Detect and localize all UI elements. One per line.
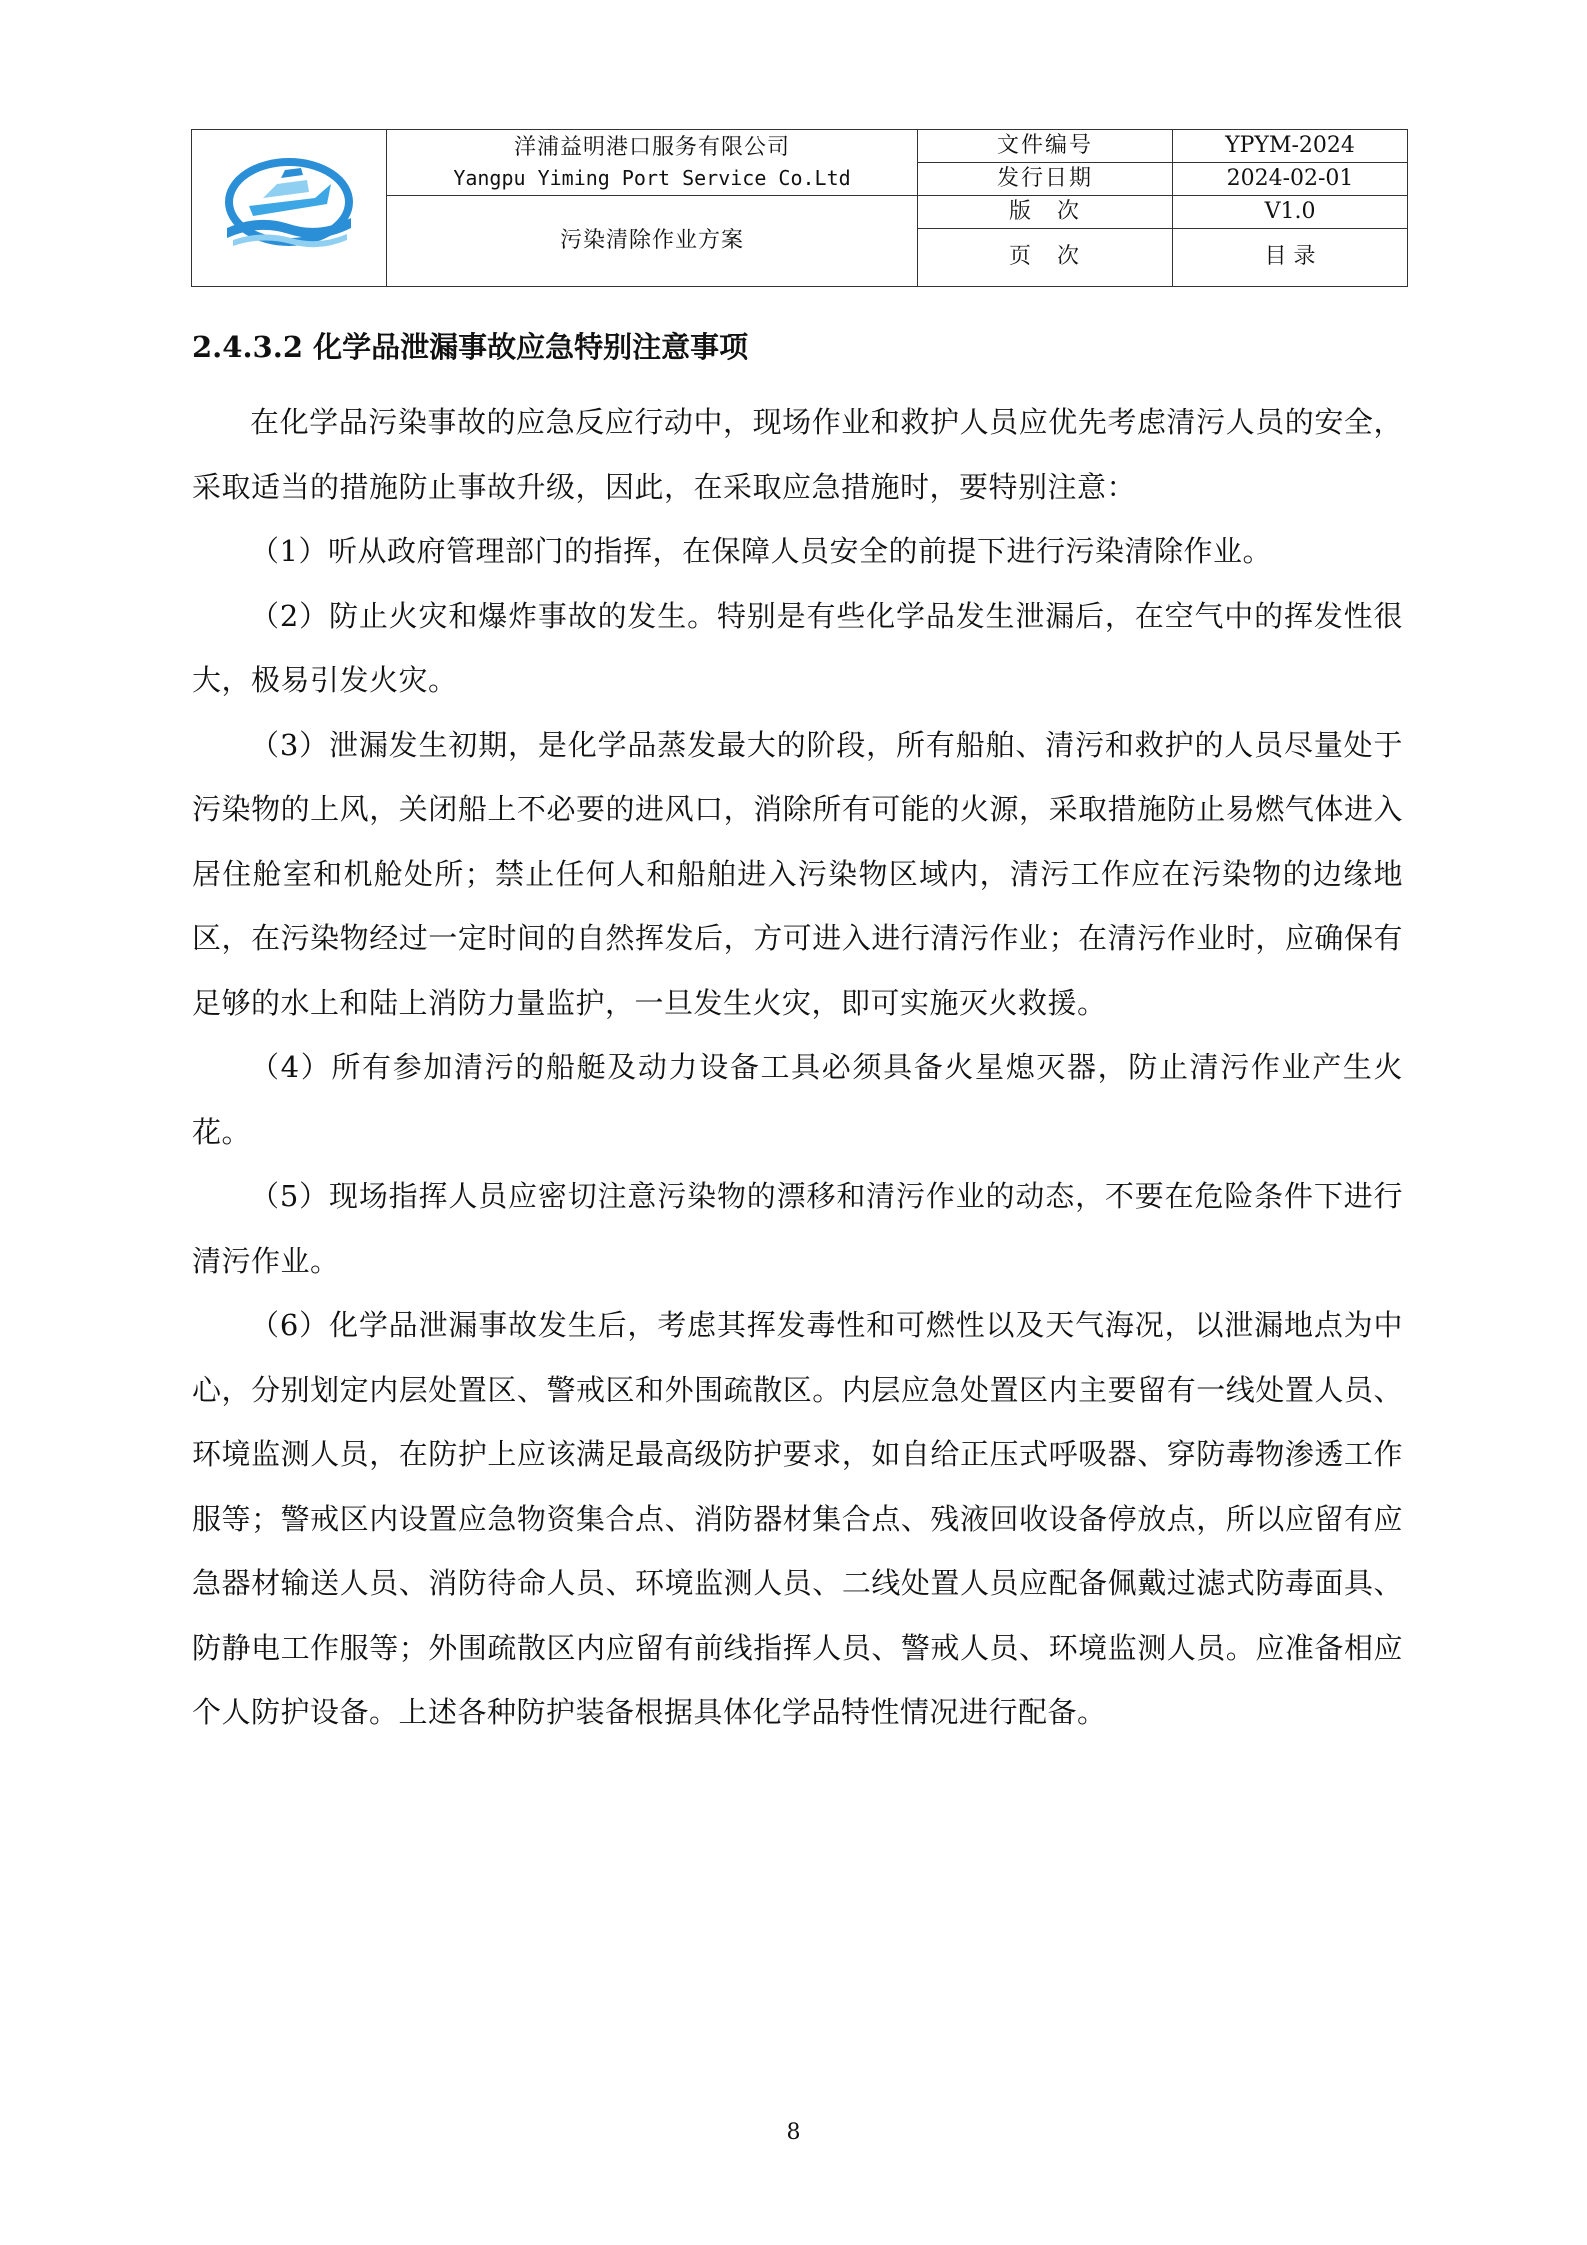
paragraph-item-3: （3）泄漏发生初期，是化学品蒸发最大的阶段，所有船舶、清污和救护的人员尽量处于污染物的上风，关闭船上不必要的进风口，消除所有可能的火源，采取措施防止易燃气体进入居住舱室和机舱处所；禁止任何人和船舶进入污染物区域内，清污工作应在污染物的边缘地区，在污染物经过一定时间的自然挥发后，方可进入进行清污作业；在清污作业时，应确保有足够的水上和陆上消防力量监护，一旦发生火灾，即可实施灭火救援。 bbox=[192, 727, 1403, 1020]
logo-cell bbox=[192, 130, 387, 287]
company-name-en: Yangpu Yiming Port Service Co.Ltd bbox=[453, 165, 851, 190]
document-header-table bbox=[191, 129, 1408, 287]
paragraph-item-6: （6）化学品泄漏事故发生后，考虑其挥发毒性和可燃性以及天气海况，以泄漏地点为中心，分别划定内层处置区、警戒区和外围疏散区。内层应急处置区内主要留有一线处置人员、环境监测人员，在防护上应该满足最高级防护要求，如自给正压式呼吸器、穿防毒物渗透工作服等；警戒区内设置应急物资集合点、消防器材集合点、残液回收设备停放点，所以应留有应急器材输送人员、消防待命人员、环境监测人员、二线处置人员应配备佩戴过滤式防毒面具、防静电工作服等；外围疏散区内应留有前线指挥人员、警戒人员、环境监测人员。应准备相应个人防护设备。上述各种防护装备根据具体化学品特性情况进行配备。 bbox=[192, 1308, 1403, 1729]
paragraph-item-2: （2）防止火灾和爆炸事故的发生。特别是有些化学品发生泄漏后，在空气中的挥发性很大，极易引发火灾。 bbox=[192, 598, 1403, 697]
paragraph-item-4: （4）所有参加清污的船艇及动力设备工具必须具备火星熄灭器，防止清污作业产生火花。 bbox=[192, 1050, 1403, 1149]
ship-wave-logo-icon bbox=[219, 154, 359, 254]
paragraph-intro: 在化学品污染事故的应急反应行动中，现场作业和救护人员应优先考虑清污人员的安全，采取适当的措施防止事故升级，因此，在采取应急措施时，要特别注意： bbox=[192, 405, 1403, 504]
section-heading: 2.4.3.2 化学品泄漏事故应急特别注意事项 bbox=[192, 330, 749, 364]
company-name-cell bbox=[387, 130, 918, 196]
field-label-doc-number: 文件编号 bbox=[918, 130, 1173, 163]
doc-title-cell: 污染清除作业方案 bbox=[387, 196, 918, 287]
field-label-issue-date: 发行日期 bbox=[918, 163, 1173, 196]
field-label-version: 版 次 bbox=[918, 196, 1173, 229]
field-value-doc-number: YPYM-2024 bbox=[1173, 130, 1408, 163]
paragraph-item-1: （1）听从政府管理部门的指挥，在保障人员安全的前提下进行污染清除作业。 bbox=[250, 534, 1272, 568]
paragraph-item-5: （5）现场指挥人员应密切注意污染物的漂移和清污作业的动态，不要在危险条件下进行清污作业。 bbox=[192, 1179, 1403, 1278]
field-value-page: 目 录 bbox=[1173, 229, 1408, 287]
page-number: 8 bbox=[786, 2120, 801, 2145]
company-name-cn: 洋浦益明港口服务有限公司 bbox=[513, 135, 790, 161]
field-value-issue-date: 2024-02-01 bbox=[1173, 163, 1408, 196]
document-body bbox=[192, 322, 1403, 1745]
field-label-page: 页 次 bbox=[918, 229, 1173, 287]
field-value-version: V1.0 bbox=[1173, 196, 1408, 229]
